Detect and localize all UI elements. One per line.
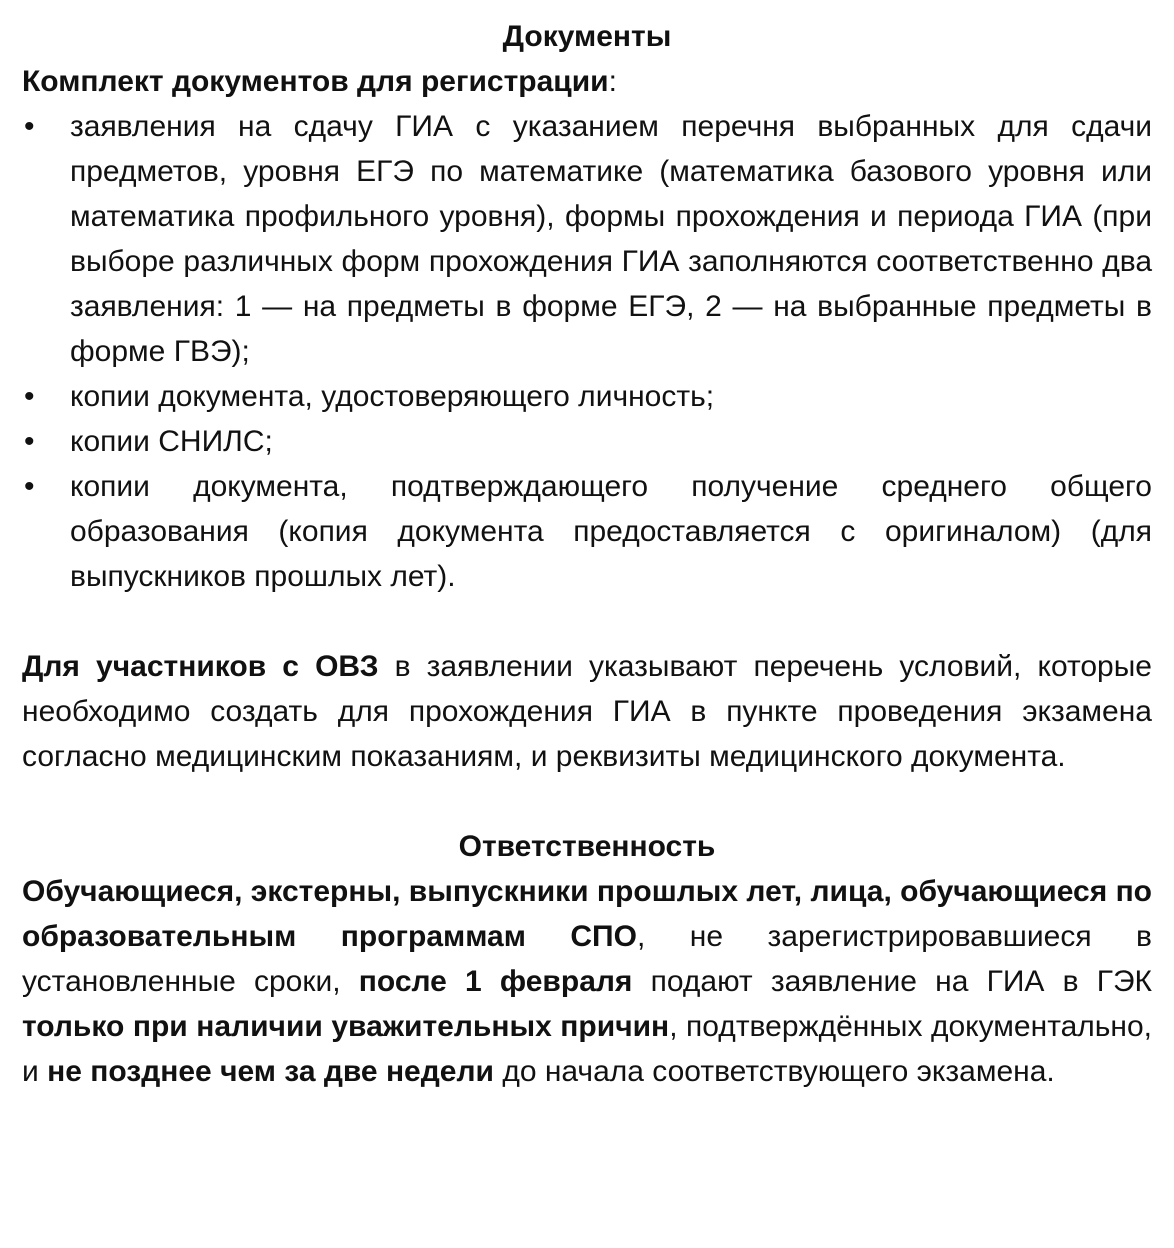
- responsibility-segment: не позднее чем за две недели: [47, 1055, 494, 1088]
- bullet-icon: •: [24, 425, 35, 458]
- responsibility-title: Ответственность: [458, 830, 716, 863]
- list-item: [22, 374, 1152, 419]
- responsibility-segment: , подтверждённых документально, и: [22, 1010, 1152, 1088]
- list-item: [22, 419, 1152, 464]
- responsibility-segment: Обучающиеся, экстерны, выпускники прошлых лет, лица, обучающиеся по образовательным программам СПО: [22, 875, 1153, 953]
- responsibility-paragraph: [22, 869, 1152, 1094]
- responsibility-segment: подают заявление на ГИА в ГЭК: [632, 965, 1152, 998]
- list-item-text: копии документа, подтверждающего получение среднего общего образования (копия документа предоставляется с оригиналом) (для выпускников прошлых лет).: [70, 470, 1152, 593]
- list-item-text: копии документа, удостоверяющего личность;: [70, 380, 715, 413]
- documents-list: [22, 104, 1152, 599]
- bullet-icon: •: [24, 380, 35, 413]
- bullet-icon: •: [24, 110, 35, 143]
- ovz-paragraph: [22, 644, 1152, 779]
- documents-title: Документы: [502, 20, 672, 53]
- ovz-text: в заявлении указывают перечень условий, которые необходимо создать для прохождения ГИА в пункте проведения экзамена согласно медицинским показаниям, и реквизиты медицинского документа.: [22, 650, 1152, 773]
- responsibility-segment: только при наличии уважительных причин: [22, 1010, 670, 1043]
- registration-heading: [22, 59, 1152, 104]
- spacer: [22, 779, 1152, 824]
- responsibility-segment: , не зарегистрировавшиеся в установленные сроки,: [22, 920, 1152, 998]
- registration-heading-text: Комплект документов для регистрации: [22, 65, 609, 98]
- spacer: [22, 599, 1152, 644]
- list-item: [22, 464, 1152, 599]
- ovz-lead: Для участников с ОВЗ: [22, 650, 379, 683]
- responsibility-segment: после 1 февраля: [358, 965, 633, 998]
- list-item-text: заявления на сдачу ГИА с указанием перечня выбранных для сдачи предметов, уровня ЕГЭ по математике (математика базового уровня или математика профильного уровня), формы прохождения и периода ГИА (при выборе различных форм прохождения ГИА заполняются соответственно два заявления: 1 — на предметы в форме ЕГЭ, 2 — на выбранные предметы в форме ГВЭ);: [70, 110, 1152, 368]
- bullet-icon: •: [24, 470, 35, 503]
- registration-heading-colon: :: [608, 65, 617, 98]
- list-item-text: копии СНИЛС;: [70, 425, 273, 458]
- list-item: [22, 104, 1152, 374]
- responsibility-segment: до начала соответствующего экзамена.: [493, 1055, 1055, 1088]
